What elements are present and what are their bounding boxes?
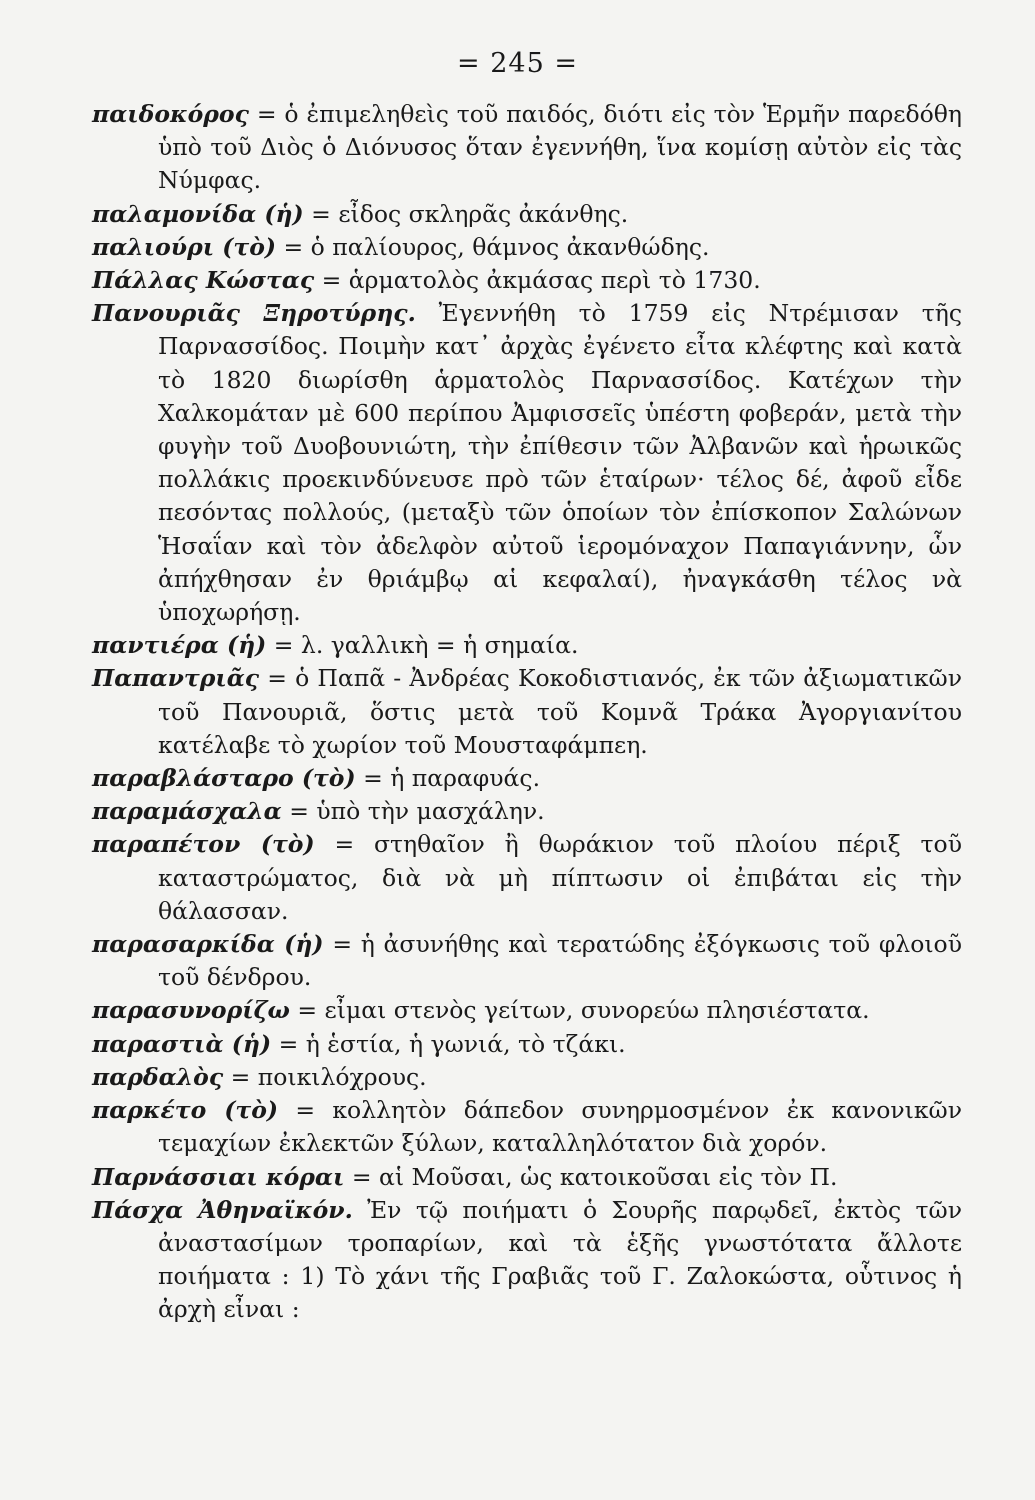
entry-list: [92, 98, 962, 1327]
entry-papantrias: [92, 662, 962, 762]
headword: παραμάσχαλα: [92, 797, 282, 826]
definition: Ἐγεννήθη τὸ 1759 εἰς Ντρέμισαν τῆς Παρνασσίδος. Ποιμὴν κατ᾽ ἀρχὰς ἐγένετο εἶτα κλέφτης καὶ κατὰ τὸ 1820 διωρίσθη ἁρματολὸς Παρνασσίδος. Κατέχων τὴν Χαλκομάταν μὲ 600 περίπου Ἀμφισσεῖς ὑπέστη φοβεράν, μετὰ τὴν φυγὴν τοῦ Δυοβουνιώτη, τὴν ἐπίθεσιν τῶν Ἀλβανῶν καὶ ἡρωικῶς πολλάκις προεκινδύνευσε πρὸ τῶν ἑταίρων· τέλος δέ, ἀφοῦ εἶδε πεσόντας πολλούς, (μεταξὺ τῶν ὁποίων τὸν ἐπίσκοπον Σαλώνων Ἡσαΐαν καὶ τὸν ἀδελφὸν αὐτοῦ ἱερομόναχον Παπαγιάννην, ὧν ἀπήχθησαν ἐν θριάμβῳ αἱ κεφαλαί), ἠναγκάσθη τέλος νὰ ὑποχωρήσῃ.: [158, 299, 962, 627]
definition: = κολλητὸν δάπεδον συνηρμοσμένον ἐκ κανονικῶν τεμαχίων ἐκλεκτῶν ξύλων, καταλληλότατον διὰ χορόν.: [158, 1096, 962, 1158]
headword: παιδοκόρος: [92, 100, 249, 128]
definition: = ἁρματολὸς ἀκμάσας περὶ τὸ 1730.: [321, 266, 761, 295]
entry-parastia: [92, 1028, 962, 1061]
definition: = στηθαῖον ἢ θωράκιον τοῦ πλοίου πέριξ τοῦ καταστρώματος, διὰ νὰ μὴ πίπτωσιν οἱ ἐπιβάται εἰς τὴν θάλασσαν.: [158, 830, 962, 925]
definition: Ἐν τῷ ποιήματι ὁ Σουρῆς παρῳδεῖ, ἐκτὸς τῶν ἀναστασίμων τροπαρίων, καὶ τὰ ἑξῆς γνωστότατα ἄλλοτε ποιήματα : 1) Τὸ χάνι τῆς Γραβιᾶς τοῦ Γ. Ζαλοκώστα, οὗτινος ἡ ἀρχὴ εἶναι :: [158, 1195, 962, 1324]
entry-paliouri: [92, 231, 962, 264]
definition: = ὁ Παπᾶ - Ἀνδρέας Κοκοδιστιανός, ἐκ τῶν ἀξιωματικῶν τοῦ Πανουριᾶ, ὅστις μετὰ τοῦ Κομνᾶ Τράκα Ἀγοργιανίτου κατέλαβε τὸ χωρίον τοῦ Μουσταφάμπεη.: [158, 664, 962, 759]
headword: παλιούρι (τὸ): [92, 232, 277, 261]
definition: = αἱ Μοῦσαι, ὡς κατοικοῦσαι εἰς τὸν Π.: [351, 1162, 838, 1191]
entry-pardalos: [92, 1061, 962, 1094]
headword: παρασυνορίζω: [92, 996, 290, 1025]
page-number: = 245 =: [457, 48, 578, 79]
definition: = ἡ ἑστία, ἡ γωνιά, τὸ τζάκι.: [278, 1029, 626, 1058]
definition: = ἡ ἀσυνήθης καὶ τερατώδης ἐξόγκωσις τοῦ φλοιοῦ τοῦ δένδρου.: [158, 930, 962, 992]
entry-paramaschala: [92, 795, 962, 828]
headword: Παπαντριᾶς: [92, 664, 260, 693]
entry-panourias: [92, 297, 962, 629]
definition: = λ. γαλλικὴ = ἡ σημαία.: [273, 631, 579, 660]
entry-parapeton: [92, 828, 962, 928]
definition: = ἡ παραφυάς.: [363, 764, 541, 793]
definition: = εἶδος σκληρᾶς ἀκάνθης.: [311, 199, 629, 228]
headword: Πάλλας Κώστας: [92, 266, 315, 295]
definition: = ποικιλόχρους.: [230, 1062, 427, 1091]
definition: = εἶμαι στενὸς γείτων, συνορεύω πλησιέστατα.: [297, 996, 870, 1025]
headword: παραπέτον (τὸ): [92, 830, 315, 859]
headword: παρασαρκίδα (ἡ): [92, 930, 324, 959]
entry-parketo: [92, 1094, 962, 1160]
entry-parasarkida: [92, 928, 962, 994]
headword: παραστιὰ (ἡ): [92, 1029, 272, 1058]
entry-paravlastaro: [92, 762, 962, 795]
entry-parasynorizo: [92, 994, 962, 1027]
headword: Παρνάσσιαι κόραι: [92, 1162, 345, 1191]
headword: Πανουριᾶς Ξηροτύρης.: [92, 299, 416, 328]
entry-pascha-athinaikon: [92, 1194, 962, 1327]
headword: παλαμονίδα (ἡ): [92, 199, 304, 228]
entry-pallas-kostas: [92, 264, 962, 297]
definition: = ὁ ἐπιμεληθεὶς τοῦ παιδός, διότι εἰς τὸν Ἑρμῆν παρεδόθη ὑπὸ τοῦ Διὸς ὁ Διόνυσος ὅταν ἐγεννήθη, ἵνα κομίσῃ αὐτὸν εἰς τὰς Νύμφας.: [158, 100, 962, 195]
headword: παρδαλὸς: [92, 1062, 224, 1091]
entry-parnassiai-korai: [92, 1161, 962, 1194]
entry-pantiera: [92, 629, 962, 662]
definition: = ὑπὸ τὴν μασχάλην.: [289, 797, 545, 826]
headword: παρκέτο (τὸ): [92, 1096, 279, 1125]
definition: = ὁ παλίουρος, θάμνος ἀκανθώδης.: [283, 232, 710, 261]
headword: Πάσχα Ἀθηναϊκόν.: [92, 1195, 353, 1224]
headword: παντιέρα (ἡ): [92, 631, 267, 660]
entry-paidokoros: [92, 98, 962, 198]
entry-palamonida: [92, 198, 962, 231]
headword: παραβλάσταρο (τὸ): [92, 764, 356, 793]
